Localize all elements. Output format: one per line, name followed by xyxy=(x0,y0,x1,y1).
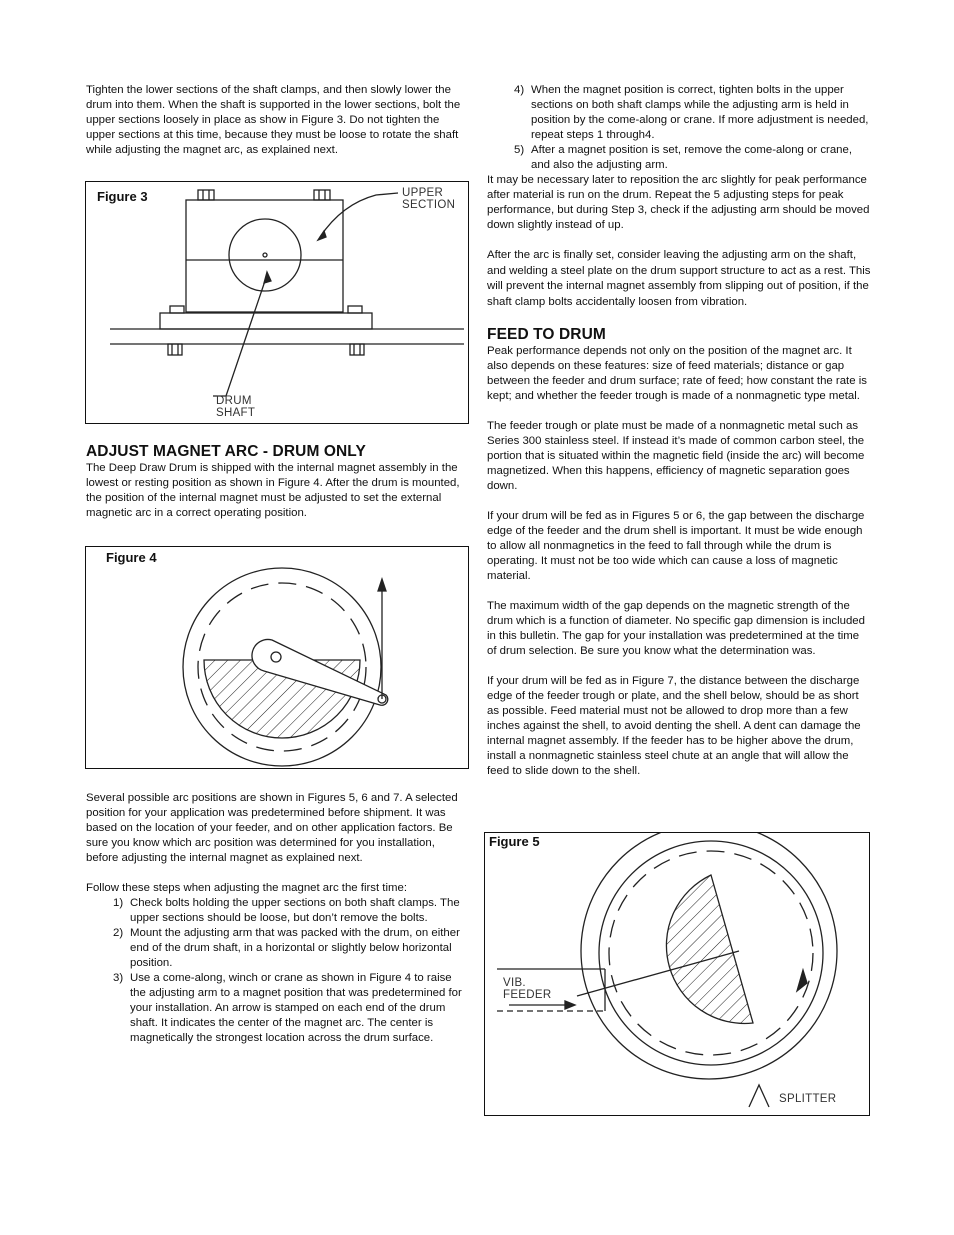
adjust-paragraph-1: The Deep Draw Drum is shipped with the internal magnet assembly in the lowest or resting position as shown in Figure 4. After the drum is mounted, the position of the internal magnet must be adjusted to set the external magnetic arc in a correct operating position. xyxy=(86,462,460,519)
intro-paragraph: Tighten the lower sections of the shaft clamps, and then slowly lower the drum into them. When the shaft is supported in the lower sections, bolt the upper sections loosely in place as show in Figure 3. Do not tighten the upper sections at this time, because they must be loose to rotate the shaft while adjusting the magnet arc, as explained next. xyxy=(86,84,461,156)
feed-paragraph-2: The feeder trough or plate must be made of a nonmagnetic metal such as Series 300 stainless steel. If instead it’s made of common carbon steel, the portion that is situated within the magnetic field (inside the arc) will become magnetized. When this happens, efficiency of magnetic separation goes down. xyxy=(487,420,865,492)
figure-5 xyxy=(484,832,870,1116)
left-column xyxy=(86,83,470,158)
upper-section-callout xyxy=(402,187,455,211)
feed-heading: FEED TO DRUM xyxy=(487,326,606,343)
feed-paragraph-3: If your drum will be fed as in Figures 5 or 6, the gap between the discharge edge of the feeder and the drum shell is important. It must be wide enough to allow all nonmagnetics in the feed to fall through while the drum is operating. It must not be too wide which can cause a loss of magnetic material. xyxy=(487,510,865,582)
step-text: When the magnet position is correct, tighten bolts in the upper sections on both shaft clamps while the adjusting arm is held in position by the come-along or crane. If more adjustment is needed, repeat steps 1 through4. xyxy=(531,84,869,141)
step-number: 5) xyxy=(514,144,525,156)
step-4 xyxy=(487,83,871,143)
feed-paragraph-4: The maximum width of the gap depends on the magnetic strength of the drum which is a function of diameter. No specific gap dimension is included in this bulletin. The gap for your installation was predetermined at the time of drum selection. Be sure you know what the determination was. xyxy=(487,600,865,657)
left-lower-text xyxy=(86,791,470,1046)
step-number: 3) xyxy=(113,972,124,984)
figure-3-label: Figure 3 xyxy=(97,189,148,204)
adjust-paragraph-2: Several possible arc positions are shown in Figures 5, 6 and 7. A selected position for your application was predetermined before shipment. It was based on the location of your feeder, and on other application factors. Be sure you know which arc position was determined for you installation, before adjusting the internal magnet as explained next. xyxy=(86,792,458,864)
vib-feeder-label xyxy=(503,977,551,1001)
step-text: Use a come-along, winch or crane as shown in Figure 4 to raise the adjusting arm to a magnet position that was predetermined for your installation. An arrow is stamped on each end of the drum shaft. It indicates the center of the magnet arc. The center is magnetically the strongest location across the drum surface. xyxy=(130,972,462,1044)
splitter-label: SPLITTER xyxy=(779,1093,837,1105)
step-3 xyxy=(86,971,470,1046)
feed-paragraph-5: If your drum will be fed as in Figure 7, the distance between the discharge edge of the feeder trough or plate, and the shell below, should be as short as possible. Feed material must not be allowed to drop more than a few inches against the shell, to avoid denting the shell. A dent can damage the internal magnet assembly. If the feeder has to be higher above the drum, install a nonmagnetic stainless steel chute at an angle that will allow the feed to slide down to the shell. xyxy=(487,675,861,777)
figure-4-drawing xyxy=(86,547,468,768)
reposition-paragraph: It may be necessary later to reposition the arc slightly for peak performance after material is run on the drum. Repeat the 5 adjusting steps for peak performance, but during Step 3, check if the adjusting arm should be moved down slightly instead of up. xyxy=(487,174,870,231)
drum-shaft-callout xyxy=(216,395,255,419)
magnet-arc-hatched xyxy=(666,875,753,1023)
step-1 xyxy=(86,896,470,926)
step-2 xyxy=(86,926,470,971)
figure-3 xyxy=(85,181,469,424)
step-number: 1) xyxy=(113,897,124,909)
right-column xyxy=(487,83,871,310)
figure-4-label: Figure 4 xyxy=(106,550,157,565)
feed-section xyxy=(487,326,871,779)
clamp-body xyxy=(186,200,343,312)
step-5 xyxy=(487,143,871,173)
drum-text: DRUM xyxy=(216,395,252,407)
shaft-text: SHAFT xyxy=(216,407,256,419)
step-number: 4) xyxy=(514,84,525,96)
adjust-heading: ADJUST MAGNET ARC - DRUM ONLY xyxy=(86,443,366,460)
adjust-section xyxy=(86,443,470,521)
steps-list-4-5 xyxy=(487,83,871,173)
step-text: After a magnet position is set, remove the come-along or crane, and also the adjusting arm. xyxy=(531,144,852,171)
figure-5-label: Figure 5 xyxy=(489,834,540,849)
feed-paragraph-1: Peak performance depends not only on the position of the magnet arc. It also depends on these features: size of feed materials; distance or gap between the feeder and drum surface; rate of feed; how constant the rate is kept; and whether the feeder trough is made of a nonmagnetic type metal. xyxy=(487,345,867,402)
figure-4 xyxy=(85,546,469,769)
section-text: SECTION xyxy=(402,199,456,211)
figure-5-drawing xyxy=(485,833,869,1115)
adjust-paragraph-3: Follow these steps when adjusting the magnet arc the first time: xyxy=(86,882,407,894)
step-text: Mount the adjusting arm that was packed with the drum, on either end of the drum shaft, in a horizontal or slightly below horizontal position. xyxy=(130,927,460,969)
steps-list-1-3 xyxy=(86,896,470,1046)
feeder-text: FEEDER xyxy=(503,989,552,1001)
step-number: 2) xyxy=(113,927,124,939)
upper-text: UPPER xyxy=(402,187,444,199)
figure-3-drawing xyxy=(86,182,468,423)
arc-set-paragraph: After the arc is finally set, consider leaving the adjusting arm on the shaft, and welding a steel plate on the drum support structure to act as a rest. This will prevent the internal magnet assembly from slipping out of position, if the shaft clamp bolts accidentally loosen from vibration. xyxy=(487,249,871,308)
step-text: Check bolts holding the upper sections on both shaft clamps. The upper sections should be loose, but don’t remove the bolts. xyxy=(130,897,460,924)
vib-text: VIB. xyxy=(503,977,526,989)
